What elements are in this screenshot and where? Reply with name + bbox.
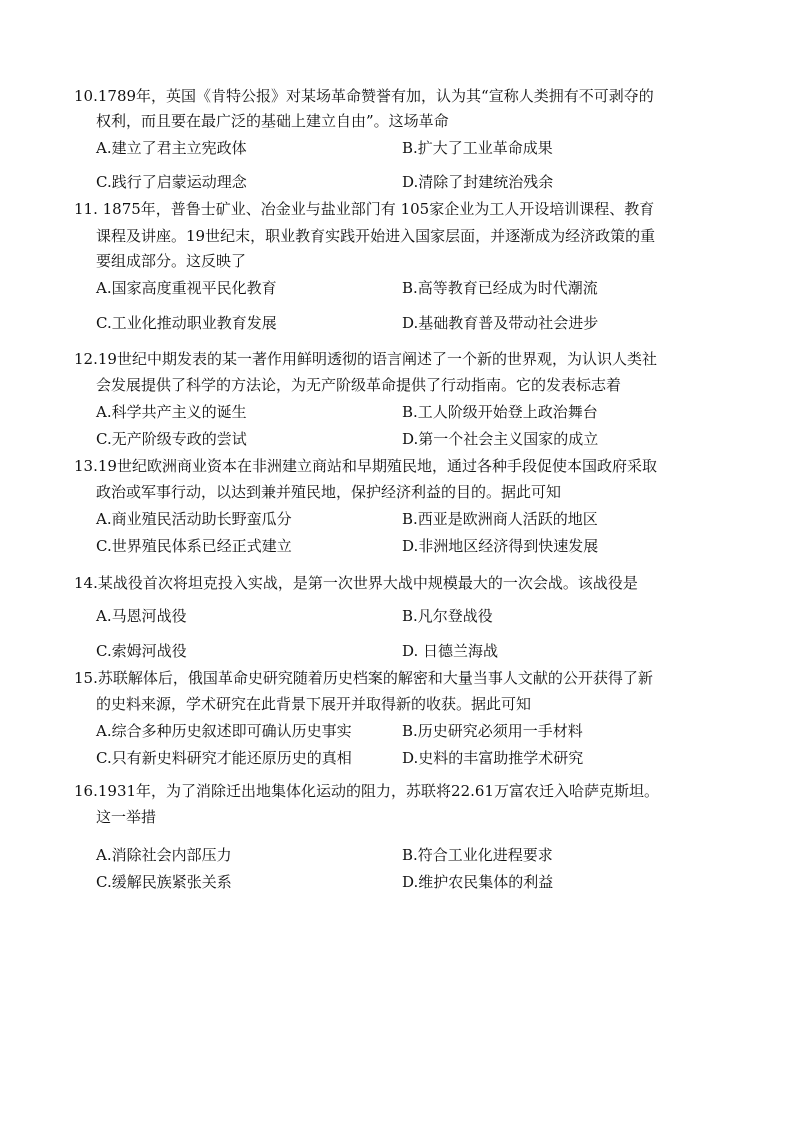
question-stem-line: 14.某战役首次将坦克投入实战，是第一次世界大战中规模最大的一次会战。该战役是 <box>74 574 638 592</box>
option-b[interactable]: B.符合工业化进程要求 <box>402 846 553 864</box>
question-stem-line: 的史料来源，学术研究在此背景下展开并取得新的收获。据此可知 <box>96 695 532 713</box>
option-d[interactable]: D.基础教育普及带动社会进步 <box>402 314 599 332</box>
option-c[interactable]: C.只有新史料研究才能还原历史的真相 <box>96 749 352 767</box>
question-stem-line: 15.苏联解体后，俄国革命史研究随着历史档案的解密和大量当事人文献的公开获得了新 <box>74 669 653 687</box>
option-a[interactable]: A.国家高度重视平民化教育 <box>96 279 277 297</box>
option-d[interactable]: D.非洲地区经济得到快速发展 <box>402 537 599 555</box>
option-b[interactable]: B.凡尔登战役 <box>402 607 493 625</box>
option-a[interactable]: A.科学共产主义的诞生 <box>96 403 247 421</box>
option-c[interactable]: C.缓解民族紧张关系 <box>96 873 232 891</box>
option-c[interactable]: C.无产阶级专政的尝试 <box>96 430 247 448</box>
option-b[interactable]: B.扩大了工业革命成果 <box>402 139 553 157</box>
option-a[interactable]: A.商业殖民活动助长野蛮瓜分 <box>96 510 292 528</box>
option-c[interactable]: C.索姆河战役 <box>96 642 187 660</box>
question-stem-line: 10.1789年，英国《肯特公报》对某场革命赞誉有加，认为其“宣称人类拥有不可剥夺的 <box>74 87 654 105</box>
option-d[interactable]: D.维护农民集体的利益 <box>402 873 554 891</box>
option-d[interactable]: D. 日德兰海战 <box>402 642 499 660</box>
question-stem-line: 16.1931年，为了消除迁出地集体化运动的阻力，苏联将22.61万富农迁入哈萨克斯坦。 <box>74 782 659 800</box>
question-stem-line: 会发展提供了科学的方法论，为无产阶级革命提供了行动指南。它的发表标志着 <box>96 376 622 394</box>
option-a[interactable]: A.马恩河战役 <box>96 607 187 625</box>
option-d[interactable]: D.清除了封建统治残余 <box>402 173 554 191</box>
option-b[interactable]: B.高等教育已经成为时代潮流 <box>402 279 598 297</box>
option-a[interactable]: A.消除社会内部压力 <box>96 846 232 864</box>
option-a[interactable]: A.综合多种历史叙述即可确认历史事实 <box>96 722 352 740</box>
option-b[interactable]: B.历史研究必须用一手材料 <box>402 722 583 740</box>
option-a[interactable]: A.建立了君主立宪政体 <box>96 139 247 157</box>
question-stem-line: 这一举措 <box>96 808 157 826</box>
option-d[interactable]: D.第一个社会主义国家的成立 <box>402 430 599 448</box>
question-stem-line: 政治或军事行动，以达到兼并殖民地，保护经济利益的目的。据此可知 <box>96 483 562 501</box>
option-c[interactable]: C.工业化推动职业教育发展 <box>96 314 277 332</box>
option-b[interactable]: B.工人阶级开始登上政治舞台 <box>402 403 598 421</box>
question-stem-line: 11. 1875年，普鲁士矿业、冶金业与盐业部门有 105家企业为工人开设培训课程、教育 <box>74 200 655 218</box>
question-stem-line: 13.19世纪欧洲商业资本在非洲建立商站和早期殖民地，通过各种手段促使本国政府采取 <box>74 457 657 475</box>
question-stem-line: 12.19世纪中期发表的某一著作用鲜明透彻的语言阐述了一个新的世界观，为认识人类社 <box>74 350 657 368</box>
question-stem-line: 权利，而且要在最广泛的基础上建立自由”。这场革命 <box>96 112 449 130</box>
option-d[interactable]: D.史料的丰富助推学术研究 <box>402 749 584 767</box>
option-c[interactable]: C.世界殖民体系已经正式建立 <box>96 537 292 555</box>
option-c[interactable]: C.践行了启蒙运动理念 <box>96 173 247 191</box>
question-stem-line: 要组成部分。这反映了 <box>96 252 247 270</box>
option-b[interactable]: B.西亚是欧洲商人活跃的地区 <box>402 510 598 528</box>
question-stem-line: 课程及讲座。19世纪末，职业教育实践开始进入国家层面，并逐渐成为经济政策的重 <box>96 227 656 245</box>
